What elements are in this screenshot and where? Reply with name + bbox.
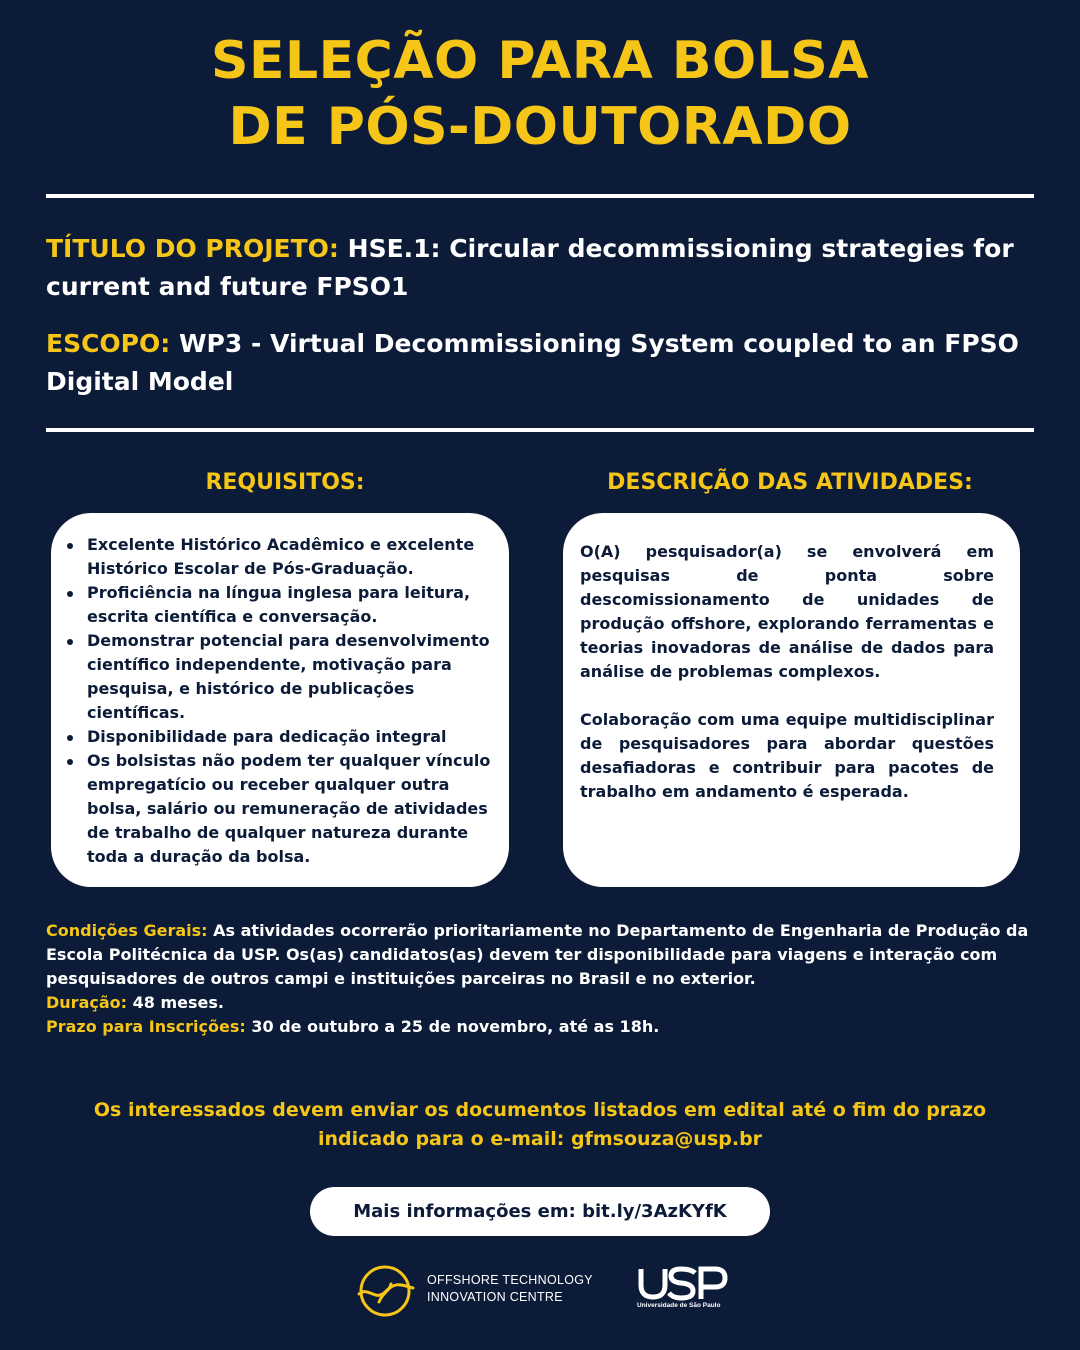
conditions-general-label: Condições Gerais: [46, 921, 208, 940]
project-title-label: TÍTULO DO PROJETO: [46, 234, 339, 263]
divider-middle [46, 428, 1034, 432]
send-instructions: Os interessados devem enviar os documentos listados em edital até o fim do prazo indicado para o e-mail: gfmsouza@usp.br [93, 1099, 987, 1150]
requirement-item: Proficiência na língua inglesa para leitura, escrita científica e conversação. [87, 581, 503, 629]
requirement-item: Disponibilidade para dedicação integral [87, 725, 503, 749]
duration-value: 48 meses. [132, 993, 224, 1012]
otic-logo-icon [355, 1262, 417, 1320]
project-scope-label: ESCOPO: [46, 329, 171, 358]
deadline-value: 30 de outubro a 25 de novembro, até as 18h. [251, 1017, 660, 1036]
duration-label: Duração: [46, 993, 128, 1012]
project-title-value: HSE.1: Circular decommissioning strategies for current and future FPSO1 [46, 234, 1014, 301]
otic-name-line-1: OFFSHORE TECHNOLOGY [427, 1273, 593, 1287]
title-line-1: SELEÇÃO PARA BOLSA [211, 31, 869, 91]
general-conditions [46, 919, 1036, 1039]
divider-top [46, 194, 1034, 198]
usp-subtitle: Universidade de São Paulo [637, 1302, 721, 1309]
conditions-duration [46, 991, 1036, 1015]
requirement-item: Os bolsistas não podem ter qualquer vínculo empregatício ou receber qualquer outra bolsa, salário ou remuneração de atividades de trabalho de qualquer natureza durante toda a duração da bolsa. [87, 749, 503, 869]
requirements-card [51, 513, 509, 887]
more-info-link[interactable]: Mais informações em: bit.ly/3AzKYfK [310, 1187, 770, 1236]
otic-name [427, 1272, 627, 1306]
requirement-item: Excelente Histórico Acadêmico e excelente Histórico Escolar de Pós-Graduação. [87, 533, 503, 581]
requirements-heading: REQUISITOS: [205, 470, 365, 495]
project-scope [46, 325, 1036, 401]
title-line-2: DE PÓS-DOUTORADO [228, 97, 852, 157]
requirements-list [87, 533, 503, 869]
activities-heading: DESCRIÇÃO DAS ATIVIDADES: [607, 470, 973, 495]
activities-card [563, 513, 1020, 887]
project-scope-value: WP3 - Virtual Decommissioning System coupled to an FPSO Digital Model [46, 329, 1019, 396]
deadline-label: Prazo para Inscrições: [46, 1017, 246, 1036]
conditions-deadline [46, 1015, 1036, 1039]
conditions-general-value: As atividades ocorrerão prioritariamente no Departamento de Engenharia de Produção da Escola Politécnica da USP. Os(as) candidatos(as) devem ter disponibilidade para viagens e interação com pesquisadores de outros campi e instituições parceiras no Brasil e no exterior. [46, 921, 1029, 988]
requirement-item: Demonstrar potencial para desenvolvimento científico independente, motivação para pesquisa, e histórico de publicações científicas. [87, 629, 503, 725]
conditions-general [46, 919, 1036, 991]
activities-paragraph: Colaboração com uma equipe multidisciplinar de pesquisadores para abordar questões desafiadoras e contribuir para pacotes de trabalho em andamento é esperada. [580, 710, 994, 801]
page-title [0, 28, 1080, 160]
otic-name-line-2: INNOVATION CENTRE [427, 1290, 563, 1304]
project-title [46, 230, 1036, 306]
activities-paragraph: O(A) pesquisador(a) se envolverá em pesquisas de ponta sobre descomissionamento de unidades de produção offshore, explorando ferramentas e teorias inovadoras de análise de dados para análise de problemas complexos. [580, 542, 994, 681]
